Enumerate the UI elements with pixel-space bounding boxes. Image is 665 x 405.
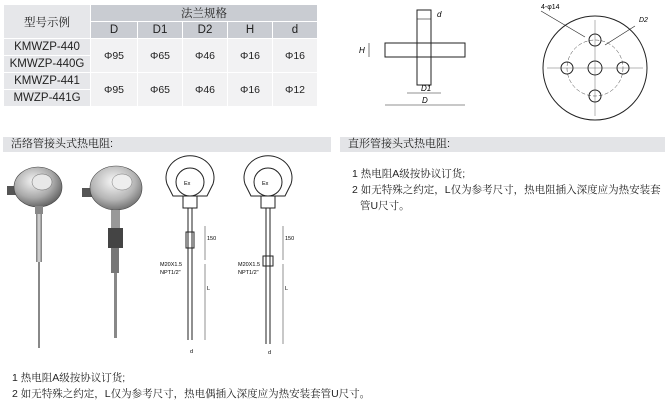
value-cell: Φ16 — [273, 39, 318, 73]
thread-fitting — [263, 256, 273, 266]
left-note-1: 1 热电阻A级按协议订货; — [12, 372, 126, 384]
holes-label: 4-φ14 — [541, 4, 560, 11]
flange-side-view — [355, 5, 485, 115]
dim-l: L — [207, 286, 211, 292]
union-fitting — [186, 232, 194, 248]
thread-m: M20X1.5 — [160, 262, 183, 268]
dim-h-label: H — [359, 46, 365, 55]
junction-head — [166, 156, 214, 196]
right-note-1: 1 热电阻A级按协议订货; — [352, 168, 466, 180]
thread-m: M20X1.5 — [238, 262, 261, 268]
col-header: D1 — [138, 22, 183, 39]
value-cell: Φ46 — [183, 73, 228, 107]
drawing-union-type — [155, 160, 225, 355]
drawing-straight-type — [233, 160, 303, 355]
model-cell: KMWZP-441 — [4, 73, 91, 90]
sheath-lower — [38, 262, 40, 348]
value-cell: Φ95 — [91, 73, 138, 107]
value-cell: Φ65 — [138, 73, 183, 107]
section-right-title: 直形管接头式热电阻: — [340, 137, 665, 152]
photo-thermometer-1 — [5, 162, 70, 350]
union-fitting — [108, 228, 123, 248]
value-cell: Φ46 — [183, 39, 228, 73]
thread-npt: NPT1/2" — [160, 270, 181, 276]
dim-l: L — [285, 286, 289, 292]
right-note-2: 2 如无特殊之约定，L仅为参考尺寸，热电阻插入深度应为热安装套 — [352, 184, 661, 196]
ex-label: Ex — [262, 181, 269, 187]
dim-d-label: d — [437, 10, 442, 19]
value-cell: Φ16 — [228, 39, 273, 73]
group-label: 法兰规格 — [91, 5, 318, 22]
col-header: D — [91, 22, 138, 39]
dim-d2-label: D2 — [639, 17, 648, 24]
sheath-lower — [114, 273, 117, 338]
spec-table — [3, 4, 318, 107]
col-header: D2 — [183, 22, 228, 39]
model-cell: MWZP-441G — [4, 90, 91, 107]
value-cell: Φ12 — [273, 73, 318, 107]
junction-head — [244, 156, 292, 196]
ex-label: Ex — [184, 181, 191, 187]
value-cell: Φ65 — [138, 39, 183, 73]
thread-npt: NPT1/2" — [238, 270, 259, 276]
dim-d1-label: D1 — [421, 84, 432, 93]
col-header: d — [273, 22, 318, 39]
value-cell: Φ16 — [228, 73, 273, 107]
corner-label: 型号示例 — [4, 5, 91, 39]
model-cell: KMWZP-440 — [4, 39, 91, 56]
left-notes — [12, 370, 632, 402]
right-notes — [352, 166, 662, 214]
flange-top-view — [535, 5, 660, 125]
value-cell: Φ95 — [91, 39, 138, 73]
sheath-upper — [36, 214, 42, 262]
dim-D-label: D — [422, 96, 428, 105]
photo-thermometer-2 — [80, 160, 155, 340]
col-header: H — [228, 22, 273, 39]
dim-150: 150 — [207, 236, 217, 242]
section-left-title: 活络管接头式热电阻: — [3, 137, 331, 152]
dim-150: 150 — [285, 236, 295, 242]
right-note-3: 管U尺寸。 — [360, 200, 410, 212]
dim-d: d — [268, 350, 272, 356]
dim-d: d — [190, 349, 194, 355]
flange-pipe — [417, 10, 431, 85]
left-note-2: 2 如无特殊之约定，L仅为参考尺寸，热电偶插入深度应为热安装套管U尺寸。 — [12, 388, 371, 400]
model-cell: KMWZP-440G — [4, 56, 91, 73]
